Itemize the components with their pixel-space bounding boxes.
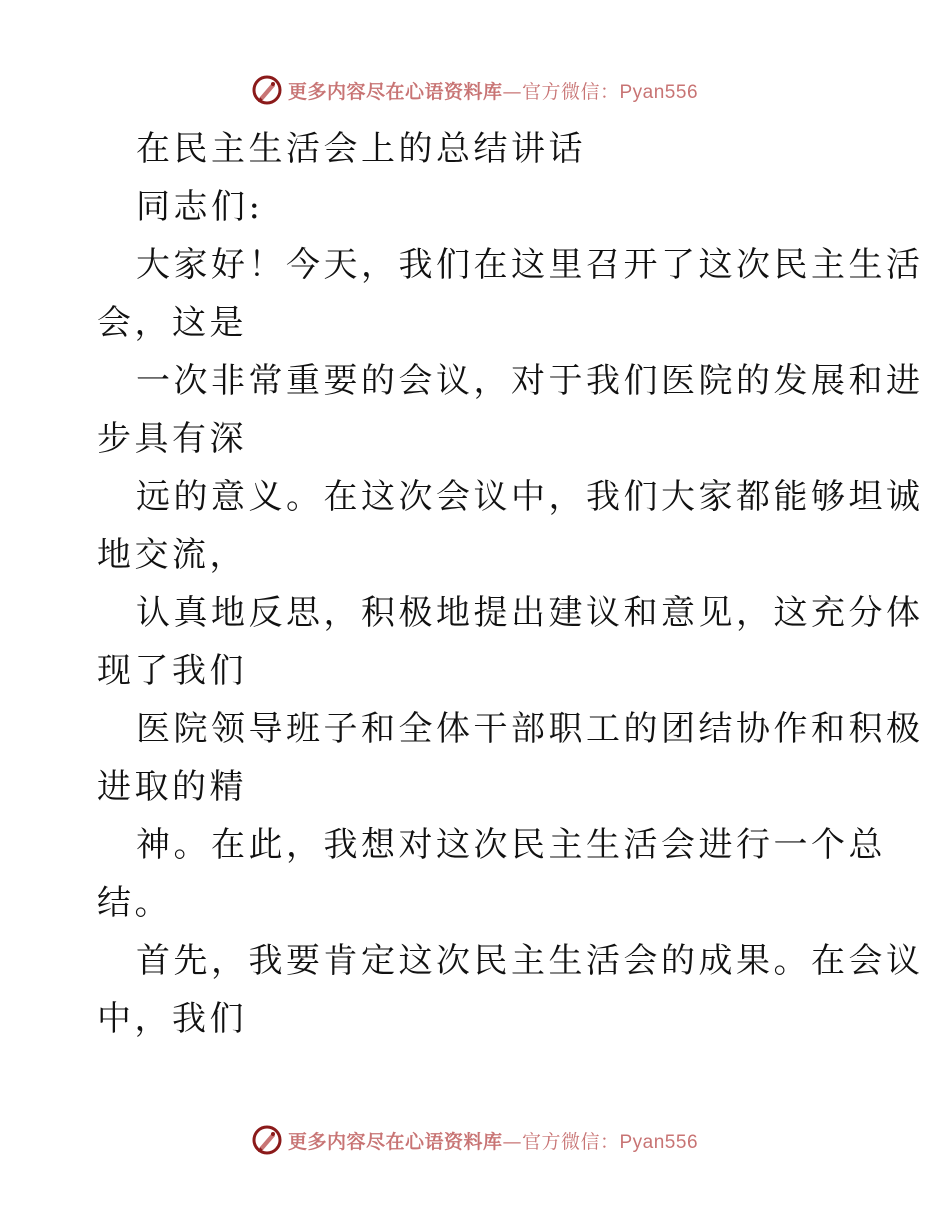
- footer-separator: —: [502, 1130, 522, 1153]
- document-body: [97, 120, 924, 1048]
- header-banner: [0, 70, 950, 110]
- document-line: 在民主生活会上的总结讲话: [136, 129, 586, 169]
- footer-wechat-id: Pyan556: [619, 1131, 699, 1153]
- document-line: 认真地反思，积极地提出建议和意见，这充分体: [136, 593, 924, 633]
- document-line: 医院领导班子和全体干部职工的团结协作和积极: [136, 709, 924, 749]
- footer-text: [288, 1127, 698, 1154]
- footer-site-text: 更多内容尽在心语资料库: [287, 1130, 503, 1153]
- document-line: 远的意义。在这次会议中，我们大家都能够坦诚: [136, 477, 924, 517]
- pen-logo-icon: [252, 75, 282, 105]
- document-line: 会，这是: [97, 303, 247, 343]
- document-line: 地交流，: [97, 535, 247, 575]
- document-line: 现了我们: [97, 651, 247, 691]
- header-separator: —: [502, 80, 522, 103]
- document-line: 同志们:: [136, 187, 264, 227]
- document-line: 神。在此，我想对这次民主生活会进行一个总: [136, 825, 886, 865]
- header-text: [288, 77, 698, 104]
- document-line: 首先，我要肯定这次民主生活会的成果。在会议: [136, 941, 924, 981]
- header-wechat-id: Pyan556: [619, 81, 699, 103]
- document-line: 进取的精: [97, 767, 247, 807]
- pen-logo-icon: [252, 1125, 282, 1155]
- document-line: 步具有深: [97, 419, 247, 459]
- header-wechat-label: 官方微信：: [521, 80, 620, 103]
- document-line: 结。: [97, 883, 172, 923]
- footer-wechat-label: 官方微信：: [521, 1130, 620, 1153]
- footer-banner: [0, 1120, 950, 1160]
- document-line: 一次非常重要的会议，对于我们医院的发展和进: [136, 361, 924, 401]
- document-line: 中，我们: [97, 999, 247, 1039]
- header-site-text: 更多内容尽在心语资料库: [287, 80, 503, 103]
- document-line: 大家好！今天，我们在这里召开了这次民主生活: [136, 245, 924, 285]
